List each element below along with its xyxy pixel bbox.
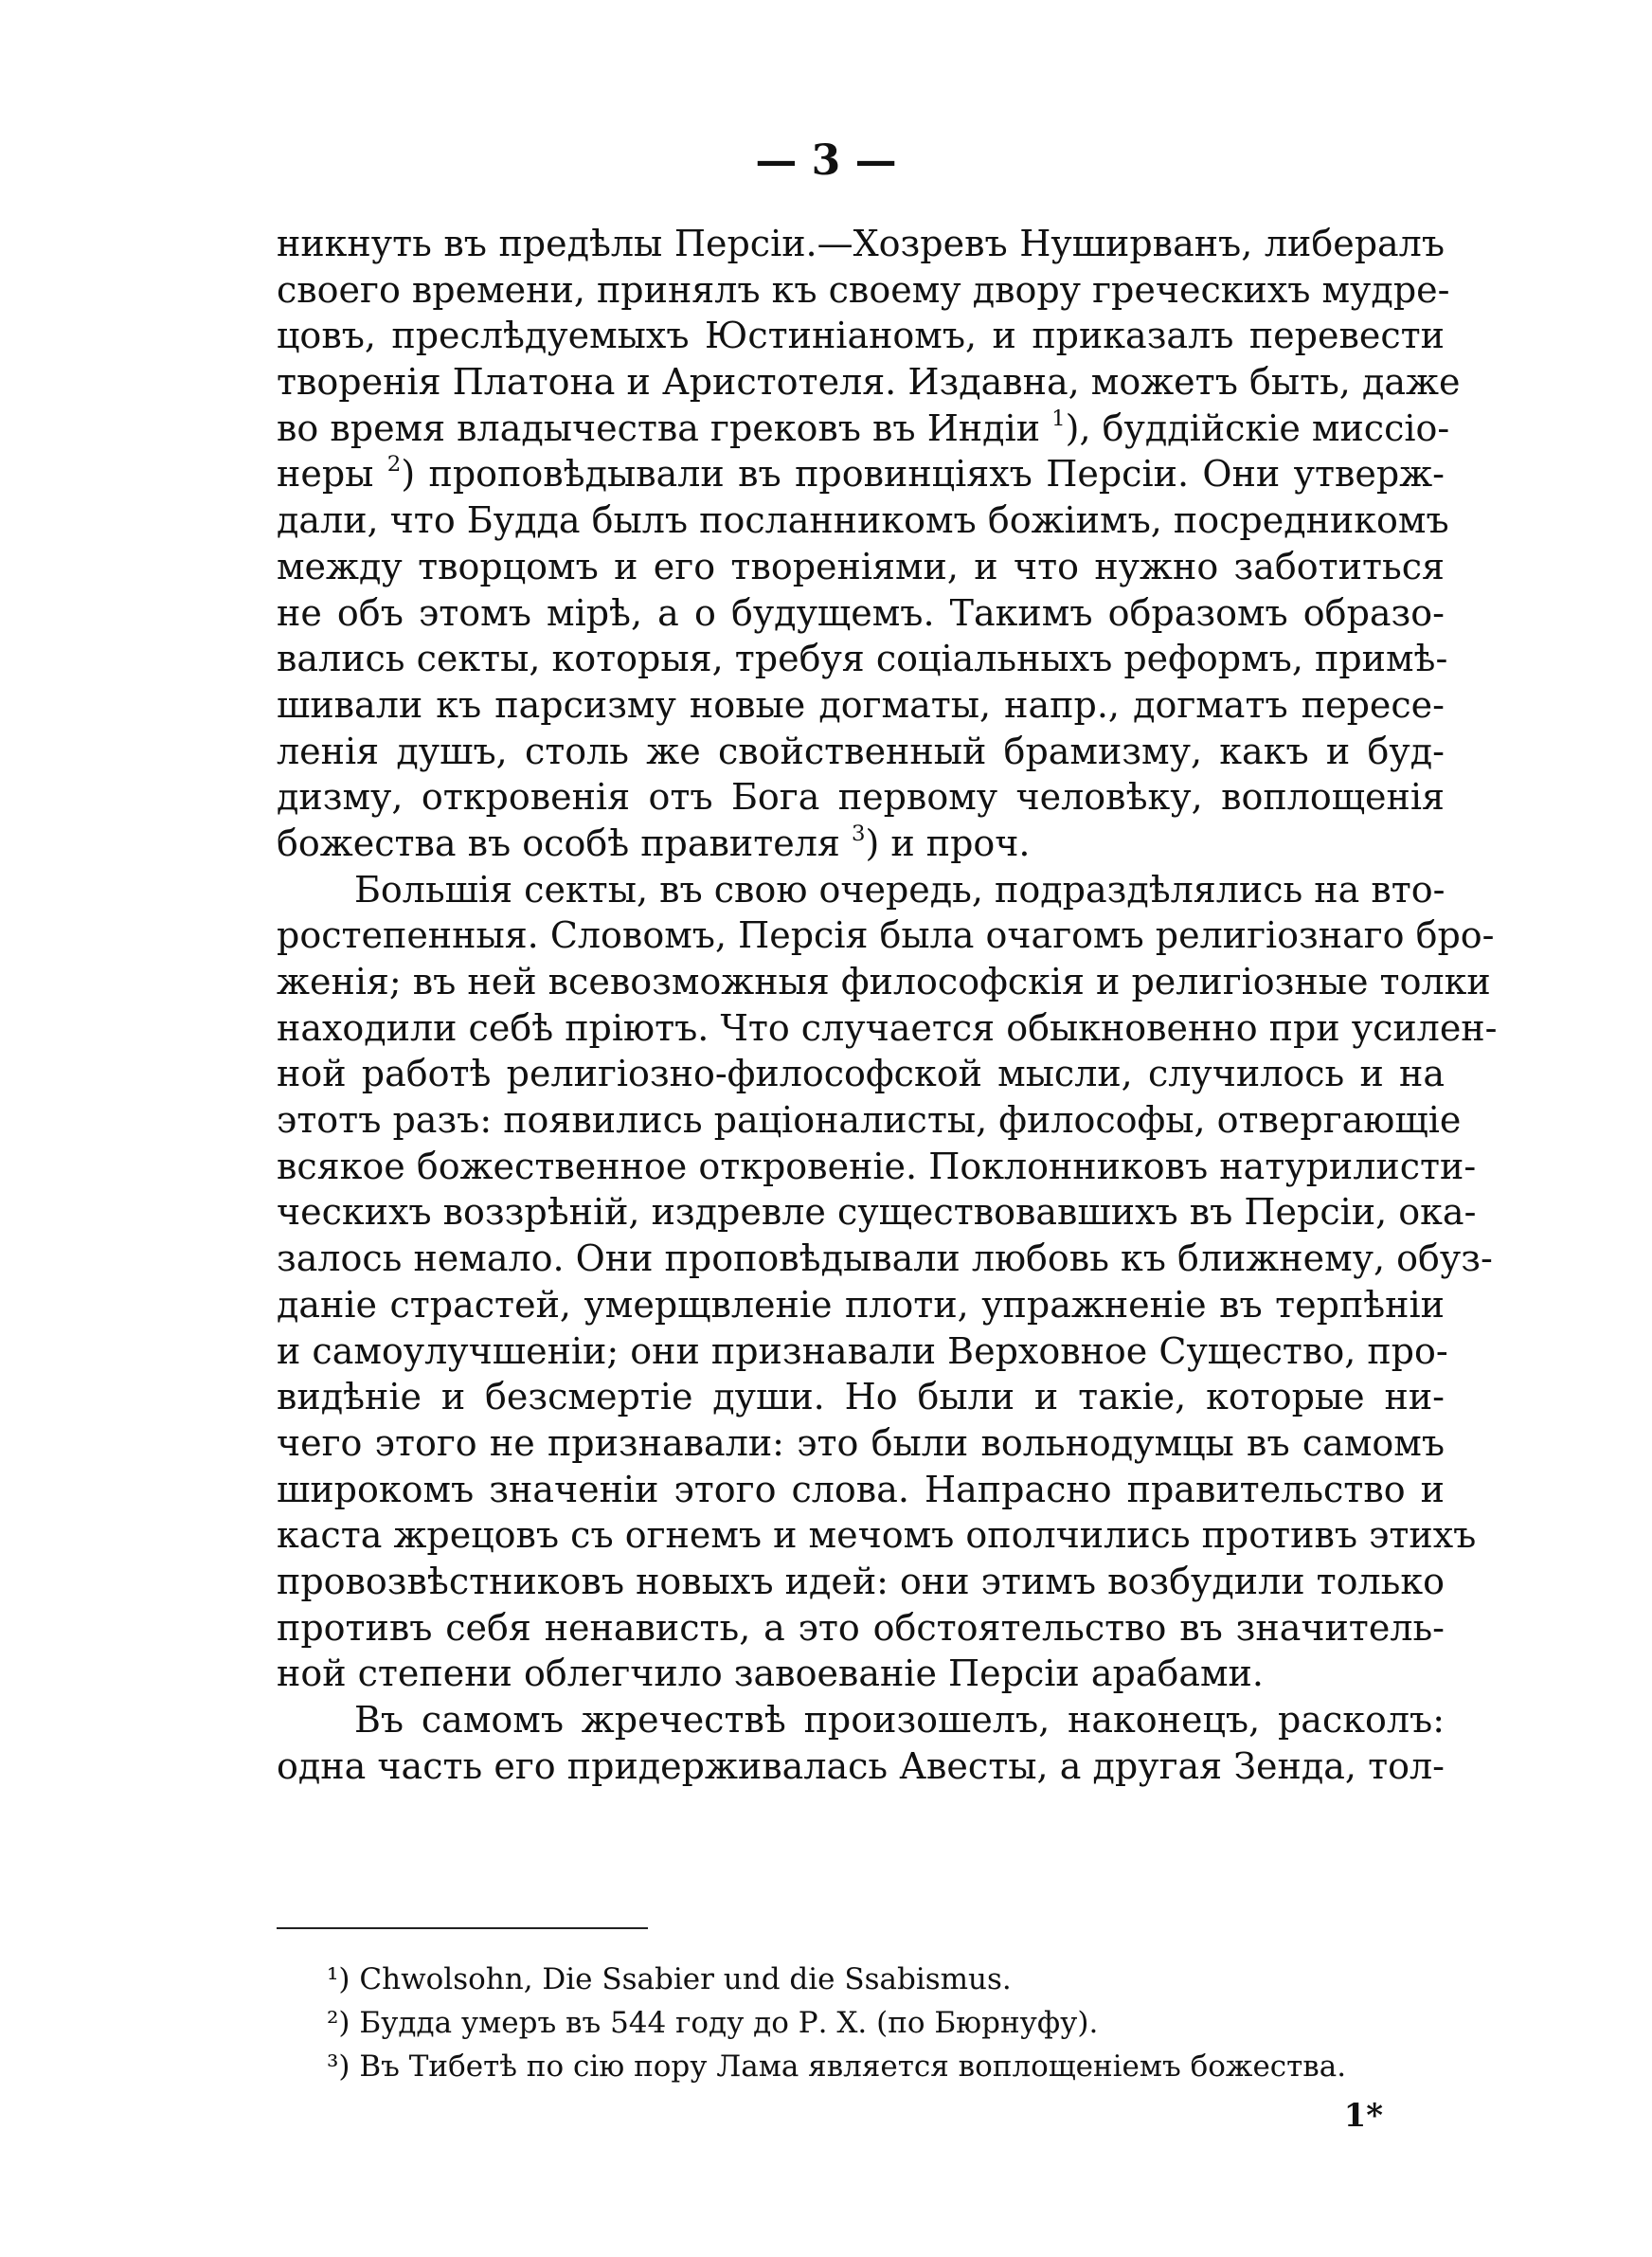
text-segment: ) и проч.: [865, 822, 1031, 864]
text-line: всякое божественное откровеніе. Поклонниковъ натурилисти-: [277, 1145, 1477, 1187]
text-line: дизму, откровенія отъ Бога первому человѣку, воплощенія: [277, 776, 1445, 819]
footnote-marker: ³): [327, 2049, 350, 2084]
footnote-ref-2: 2: [386, 452, 402, 478]
footnote-marker: ¹): [327, 1962, 350, 1996]
text-line: между творцомъ и его твореніями, и что нужно заботиться: [277, 545, 1445, 587]
text-line: ростепенныя. Словомъ, Персія была очагомъ религіознаго бро-: [277, 914, 1495, 957]
text-line: никнуть въ предѣлы Персіи.—Хозревъ Нуширванъ, либералъ: [277, 223, 1445, 264]
text-line: творенія Платона и Аристотеля. Издавна, можетъ быть, даже: [277, 361, 1461, 404]
text-line: каста жрецовъ съ огнемъ и мечомъ ополчились противъ этихъ: [277, 1514, 1477, 1557]
text-line: ной работѣ религіозно-философской мысли, случилось и на: [277, 1053, 1445, 1095]
text-line: находили себѣ пріютъ. Что случается обыкновенно при усилен-: [277, 1006, 1498, 1049]
text-line: [277, 451, 1445, 497]
footnote-ref-3: 3: [851, 821, 866, 846]
text-line: [277, 406, 1450, 452]
text-line: залось немало. Они проповѣдывали любовь къ ближнему, обуз-: [277, 1237, 1493, 1280]
footnote-text: Въ Тибетѣ по сію пору Лама является воплощеніемъ божества.: [359, 2049, 1347, 2084]
text-segment: ) проповѣдывали въ провинціяхъ Персіи. Они утверж-: [401, 453, 1445, 496]
footnote-marker: ²): [327, 2006, 350, 2040]
text-line: чего этого не признавали: это были вольнодумцы въ самомъ: [277, 1421, 1445, 1464]
text-line: и самоулучшеніи; они признавали Верховное Существо, про-: [277, 1329, 1448, 1372]
footnotes: [327, 1958, 1445, 2088]
text-line: ческихъ воззрѣній, издревле существовавшихъ въ Персіи, ока-: [277, 1191, 1477, 1234]
text-segment: ), буддійскіе миссіо-: [1065, 406, 1450, 449]
text-line: женія; въ ней всевозможныя философскія и религіозные толки: [277, 961, 1491, 1002]
footnote-ref-1: 1: [1051, 406, 1066, 431]
text-line: шивали къ парсизму новые догматы, напр., догматъ пересе-: [277, 683, 1445, 726]
footnote-divider: [277, 1927, 648, 1929]
text-line: противъ себя ненависть, а это обстоятельство въ значитель-: [277, 1606, 1445, 1649]
page-number: — 3 —: [755, 136, 897, 185]
footnote-text: Chwolsohn, Die Ssabier und die Ssabismus.: [359, 1962, 1012, 1996]
footnote-2: [327, 2001, 1445, 2045]
signature-mark: 1*: [1343, 2097, 1383, 2135]
text-line: ленія душъ, столь же свойственный брамизму, какъ и буд-: [277, 730, 1445, 772]
text-segment: неры: [277, 453, 374, 496]
text-line: видѣніе и безсмертіе души. Но были и такіе, которые ни-: [277, 1376, 1445, 1418]
footnote-3: [327, 2045, 1445, 2088]
text-line: Въ самомъ жречествѣ произошелъ, наконецъ, расколъ:: [354, 1699, 1445, 1741]
footnote-text: Будда умеръ въ 544 году до Р. Х. (по Бюрнуфу).: [359, 2006, 1099, 2040]
text-line: дали, что Будда былъ посланникомъ божіимъ, посредникомъ: [277, 499, 1449, 542]
text-line: не объ этомъ мірѣ, а о будущемъ. Такимъ образомъ образо-: [277, 591, 1445, 634]
text-line: провозвѣстниковъ новыхъ идей: они этимъ возбудили только: [277, 1560, 1445, 1602]
text-line: вались секты, которыя, требуя соціальныхъ реформъ, примѣ-: [277, 638, 1448, 680]
footnote-1: [327, 1958, 1445, 2001]
text-line: этотъ разъ: появились раціоналисты, философы, отвергающіе: [277, 1099, 1462, 1142]
text-line: одна часть его придерживалась Авесты, а другая Зенда, тол-: [277, 1744, 1445, 1787]
text-line: ной степени облегчило завоеваніе Персіи арабами.: [277, 1652, 1264, 1695]
text-line: своего времени, принялъ къ своему двору греческихъ мудре-: [277, 268, 1450, 311]
text-line: [277, 821, 1445, 867]
text-line: Большія секты, въ свою очередь, подраздѣлялись на вто-: [354, 868, 1446, 911]
text-line: цовъ, преслѣдуемыхъ Юстиніаномъ, и приказалъ перевести: [277, 315, 1445, 357]
text-line: широкомъ значеніи этого слова. Напрасно правительство и: [277, 1468, 1445, 1510]
text-line: даніе страстей, умерщвленіе плоти, упражненіе въ терпѣніи: [277, 1283, 1445, 1326]
text-segment: божества въ особѣ правителя: [277, 822, 840, 864]
body-text: [277, 221, 1498, 1789]
text-segment: во время владычества грековъ въ Индіи: [277, 406, 1041, 449]
